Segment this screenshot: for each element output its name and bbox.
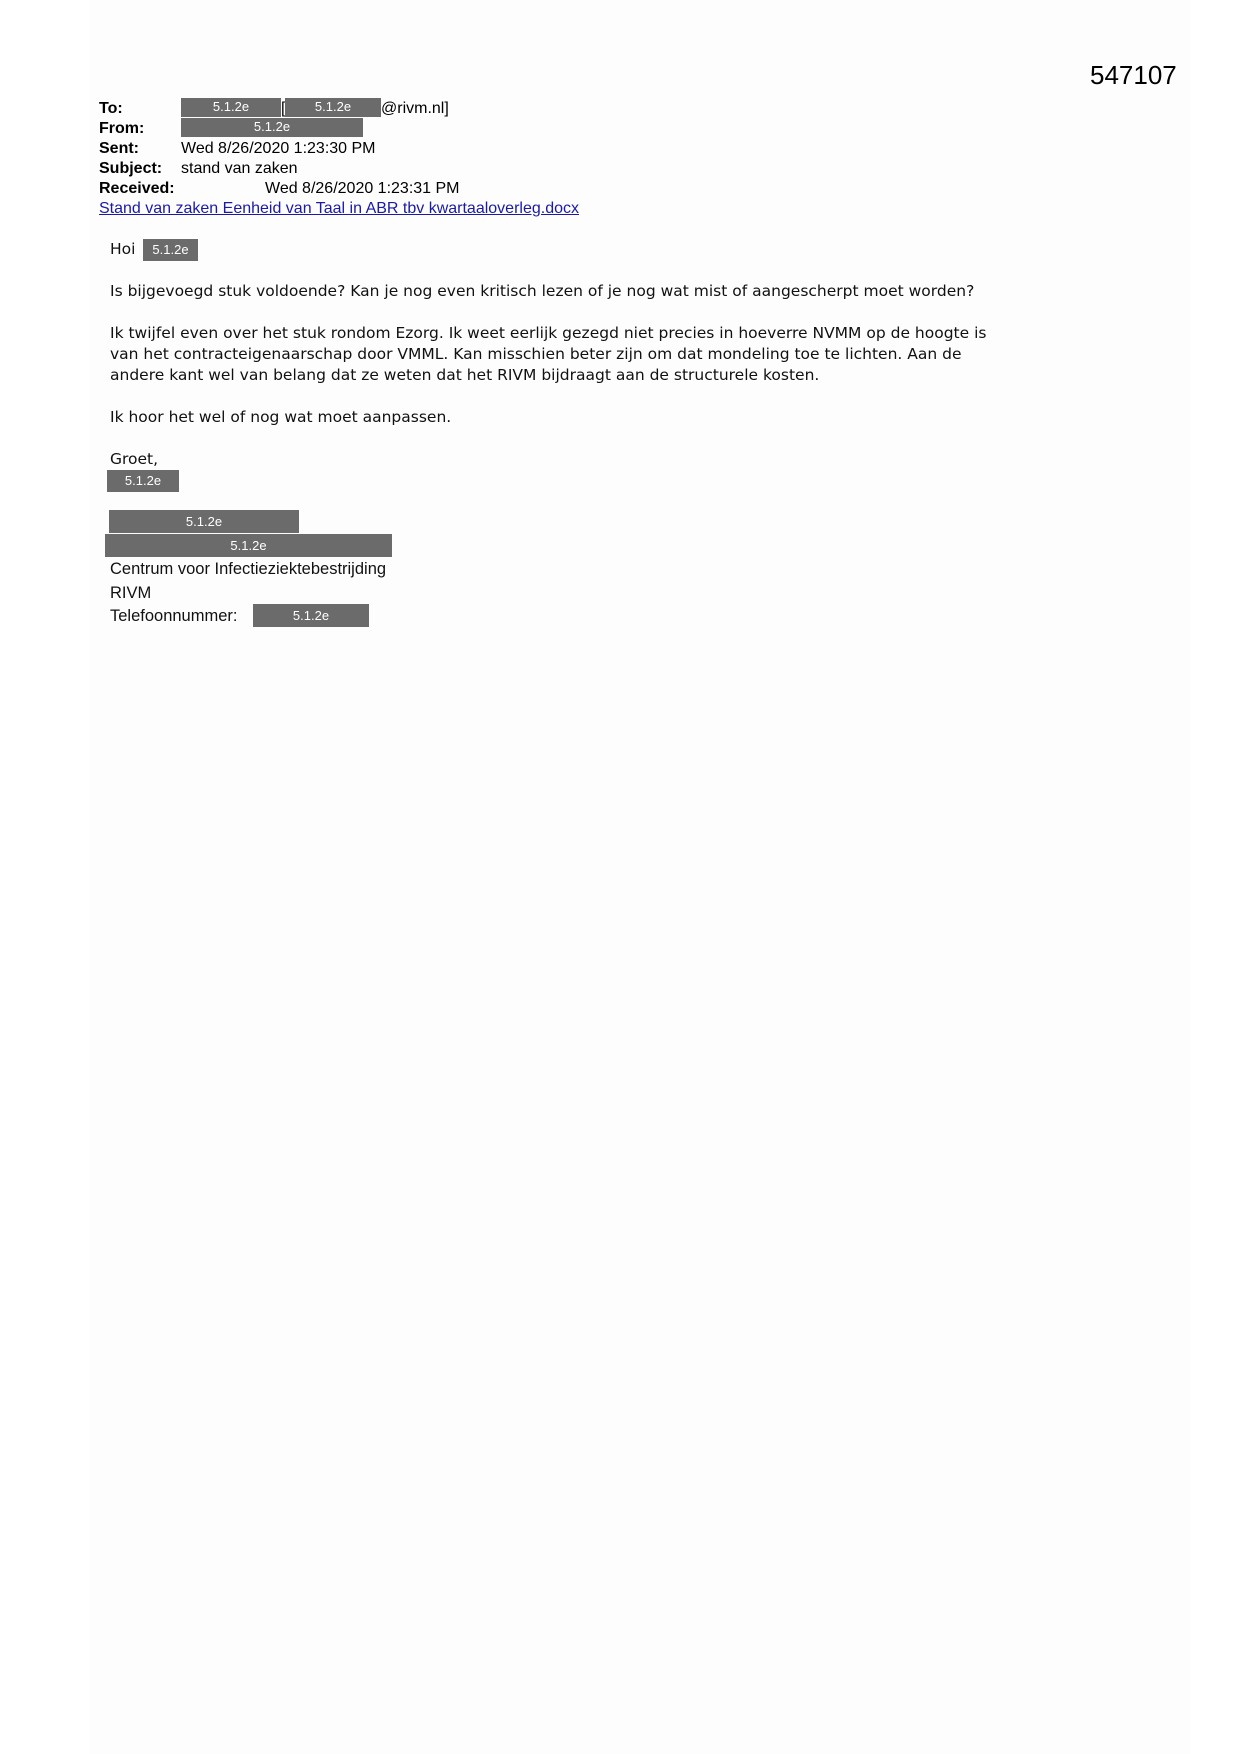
- redaction-sender-name: 5.1.2e: [107, 470, 179, 492]
- received-label: Received:: [99, 180, 175, 197]
- attachment-link[interactable]: Stand van zaken Eenheid van Taal in ABR tbv kwartaaloverleg.docx: [99, 200, 579, 217]
- sent-value: Wed 8/26/2020 1:23:30 PM: [181, 140, 376, 157]
- closing: Groet,: [110, 450, 159, 468]
- paragraph-3: Ik hoor het wel of nog wat moet aanpassen.: [110, 408, 452, 426]
- subject-label: Subject:: [99, 160, 163, 177]
- greeting: Hoi: [110, 240, 136, 258]
- sent-label: Sent:: [99, 140, 139, 157]
- received-value: Wed 8/26/2020 1:23:31 PM: [265, 180, 460, 197]
- redaction-greeting-name: 5.1.2e: [143, 239, 198, 261]
- page-background: [90, 0, 1190, 1754]
- signature-org: RIVM: [110, 584, 152, 602]
- subject-value: stand van zaken: [181, 160, 298, 177]
- redaction-to-name: 5.1.2e: [181, 98, 281, 117]
- paragraph-1: Is bijgevoegd stuk voldoende? Kan je nog even kritisch lezen of je nog wat mist of aangescherpt moet worden?: [110, 282, 975, 300]
- document-number: 547107: [1090, 60, 1177, 90]
- signature-phone-label: Telefoonnummer:: [110, 607, 238, 625]
- redaction-signature-name: 5.1.2e: [109, 510, 299, 533]
- to-suffix: @rivm.nl]: [381, 100, 449, 117]
- redaction-signature-title: 5.1.2e: [105, 534, 392, 557]
- redaction-phone: 5.1.2e: [253, 604, 369, 627]
- redaction-from: 5.1.2e: [181, 118, 363, 137]
- signature-org-unit: Centrum voor Infectieziektebestrijding: [110, 560, 387, 578]
- to-label: To:: [99, 100, 123, 117]
- redaction-to-address: 5.1.2e: [285, 98, 381, 117]
- paragraph-2-line-1: Ik twijfel even over het stuk rondom Ezorg. Ik weet eerlijk gezegd niet precies in hoeverre NVMM op de hoogte is: [110, 324, 987, 342]
- paragraph-2-line-3: andere kant wel van belang dat ze weten dat het RIVM bijdraagt aan de structurele kosten.: [110, 366, 820, 384]
- to-bracket: [: [281, 100, 286, 117]
- from-label: From:: [99, 120, 145, 137]
- paragraph-2-line-2: van het contracteigenaarschap door VMML. Kan misschien beter zijn om dat mondeling toe te lichten. Aan de: [110, 345, 962, 363]
